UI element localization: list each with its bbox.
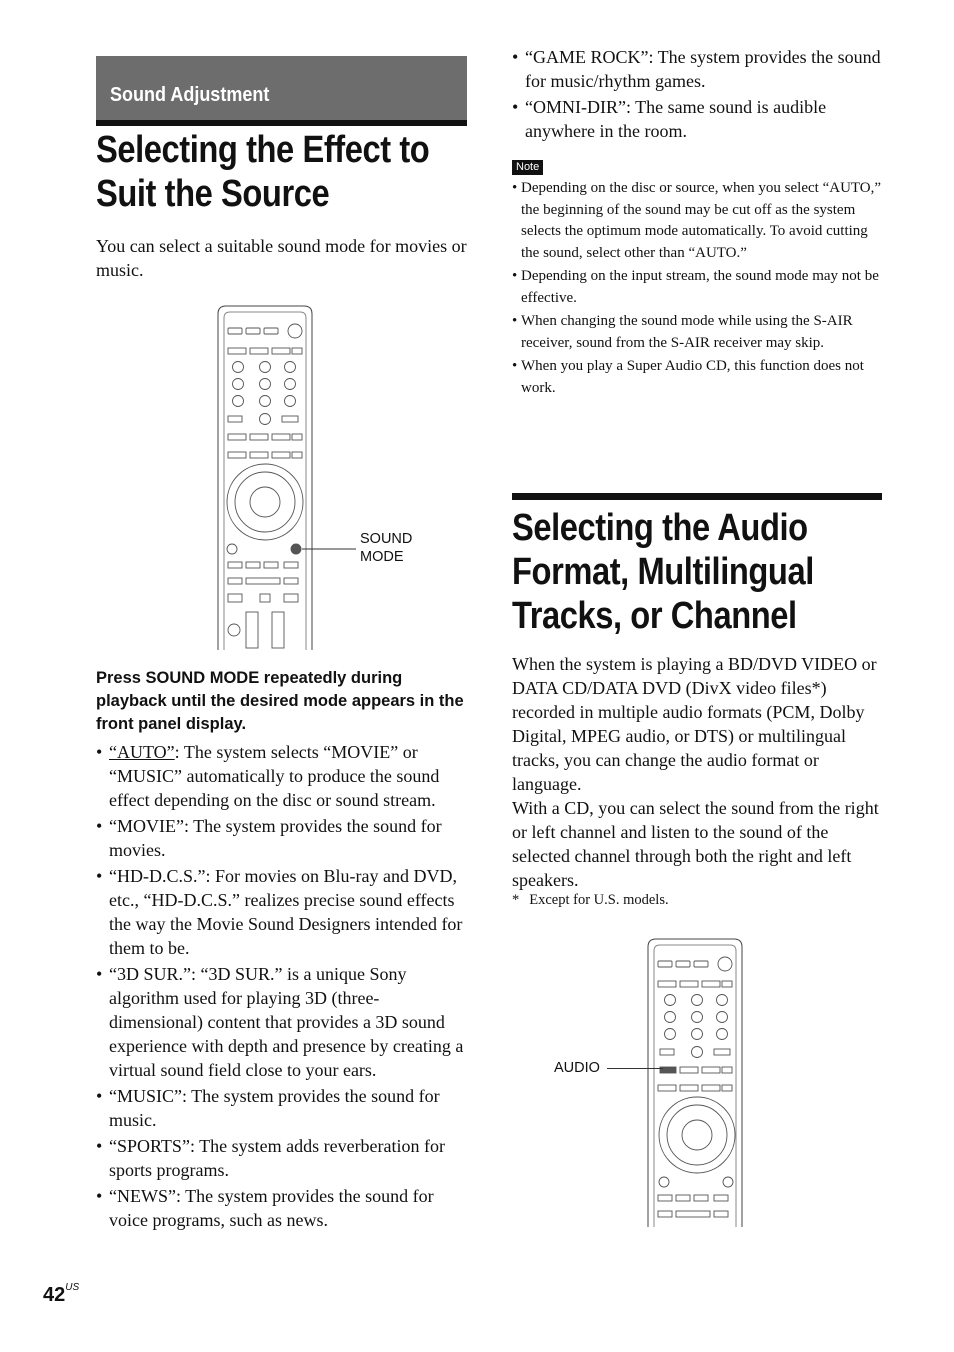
heading-rule [512, 493, 882, 500]
remote-control-illustration [210, 304, 440, 652]
footnote-marker: * [512, 892, 520, 908]
footnote [512, 892, 669, 909]
mode-item-news [96, 1184, 468, 1232]
mode-item-hd-dcs [96, 864, 468, 960]
page-number-value: 42 [43, 1284, 66, 1306]
page-number [43, 1284, 79, 1307]
mode-item-music [96, 1084, 468, 1132]
mode-name: “3D SUR.” [109, 964, 191, 984]
mode-item-movie [96, 814, 468, 862]
mode-desc: : The system selects “MOVIE” or “MUSIC” automatically to produce the sound effect depending on the disc or sound stream. [109, 742, 440, 810]
audio-paragraph-1: When the system is playing a BD/DVD VIDEO or DATA CD/DATA DVD (DivX video files*) recorded in multiple audio formats (PCM, Dolby Digital, MPEG audio, or DTS) or multilingual tracks, you can change the audio format or language. [512, 654, 877, 794]
sound-mode-list-left [96, 740, 468, 1234]
mode-desc: : The system provides the sound for music/rhythm games. [525, 47, 881, 91]
page-title [96, 128, 516, 216]
note-item: • When you play a Super Audio CD, this function does not work. [512, 356, 884, 399]
section-title-line2: Format, Multilingual [512, 551, 814, 593]
intro-paragraph: You can select a suitable sound mode for movies or music. [96, 236, 467, 280]
section-title-line3: Tracks, or Channel [512, 595, 797, 637]
mode-name: “SPORTS” [109, 1136, 190, 1156]
mode-name: “NEWS” [109, 1186, 176, 1206]
page-title-line1: Selecting the Effect to [96, 129, 430, 171]
instruction-step: Press SOUND MODE repeatedly during playback until the desired mode appears in the front panel display. [96, 669, 464, 733]
sound-mode-list-right [512, 45, 884, 145]
section-label: Sound Adjustment [110, 84, 270, 106]
mode-name: “MOVIE” [109, 816, 184, 836]
sound-mode-callout-line2: MODE [360, 549, 404, 565]
mode-item-auto [96, 740, 468, 812]
note-item: • Depending on the input stream, the sound mode may not be effective. [512, 266, 884, 309]
note-item: • Depending on the disc or source, when you select “AUTO,” the beginning of the sound may be cut off as the system selects the optimum mode automatically. To avoid cutting the sound, select other than “AUTO.” [512, 178, 884, 264]
mode-name: “OMNI-DIR” [525, 97, 626, 117]
remote-figure-audio [640, 937, 750, 1227]
mode-desc: : The system provides the sound for movies. [109, 816, 442, 860]
mode-name: “GAME ROCK” [525, 47, 649, 67]
note-item: • When changing the sound mode while using the S-AIR receiver, sound from the S-AIR receiver may skip. [512, 311, 884, 354]
mode-item-sports [96, 1134, 468, 1182]
mode-desc: : The system provides the sound for voice programs, such as news. [109, 1186, 434, 1230]
sound-mode-callout [360, 530, 412, 566]
section-title-line1: Selecting the Audio [512, 507, 808, 549]
sound-mode-callout-line1: SOUND [360, 531, 413, 547]
mode-desc: : The system provides the sound for music. [109, 1086, 440, 1130]
page-title-line2: Suit the Source [96, 173, 330, 215]
mode-desc: : For movies on Blu-ray and DVD, etc., “HD-D.C.S.” realizes precise sound effects the way the Movie Sound Designers intended for them to be. [109, 866, 463, 958]
mode-item-omni-dir [512, 95, 884, 143]
audio-callout: AUDIO [554, 1060, 600, 1076]
mode-desc: : “3D SUR.” is a unique Sony algorithm used for playing 3D (three-dimensional) content that provides a 3D sound experience with depth and presence by creating a virtual sound field close to your ears. [109, 964, 464, 1080]
remote-figure-sound-mode [210, 304, 440, 652]
section-header-bar [96, 56, 467, 126]
mode-item-3d-sur [96, 962, 468, 1082]
mode-name: “HD-D.C.S.” [109, 866, 206, 886]
audio-paragraphs [512, 652, 884, 892]
remote-control-illustration [640, 937, 750, 1227]
footnote-text: Except for U.S. models. [529, 892, 669, 908]
section-title-audio [512, 506, 932, 638]
note-list [512, 178, 884, 401]
mode-desc: : The system adds reverberation for sports programs. [109, 1136, 446, 1180]
note-badge: Note [512, 160, 543, 175]
mode-desc: : The same sound is audible anywhere in the room. [525, 97, 827, 141]
audio-paragraph-2: With a CD, you can select the sound from the right or left channel and listen to the sound of the selected channel through both the right and left speakers. [512, 798, 879, 890]
mode-name: “MUSIC” [109, 1086, 182, 1106]
audio-callout-line [607, 1068, 663, 1069]
mode-item-game-rock [512, 45, 884, 93]
mode-name: “AUTO” [109, 742, 175, 762]
page-number-suffix: US [65, 1282, 80, 1293]
